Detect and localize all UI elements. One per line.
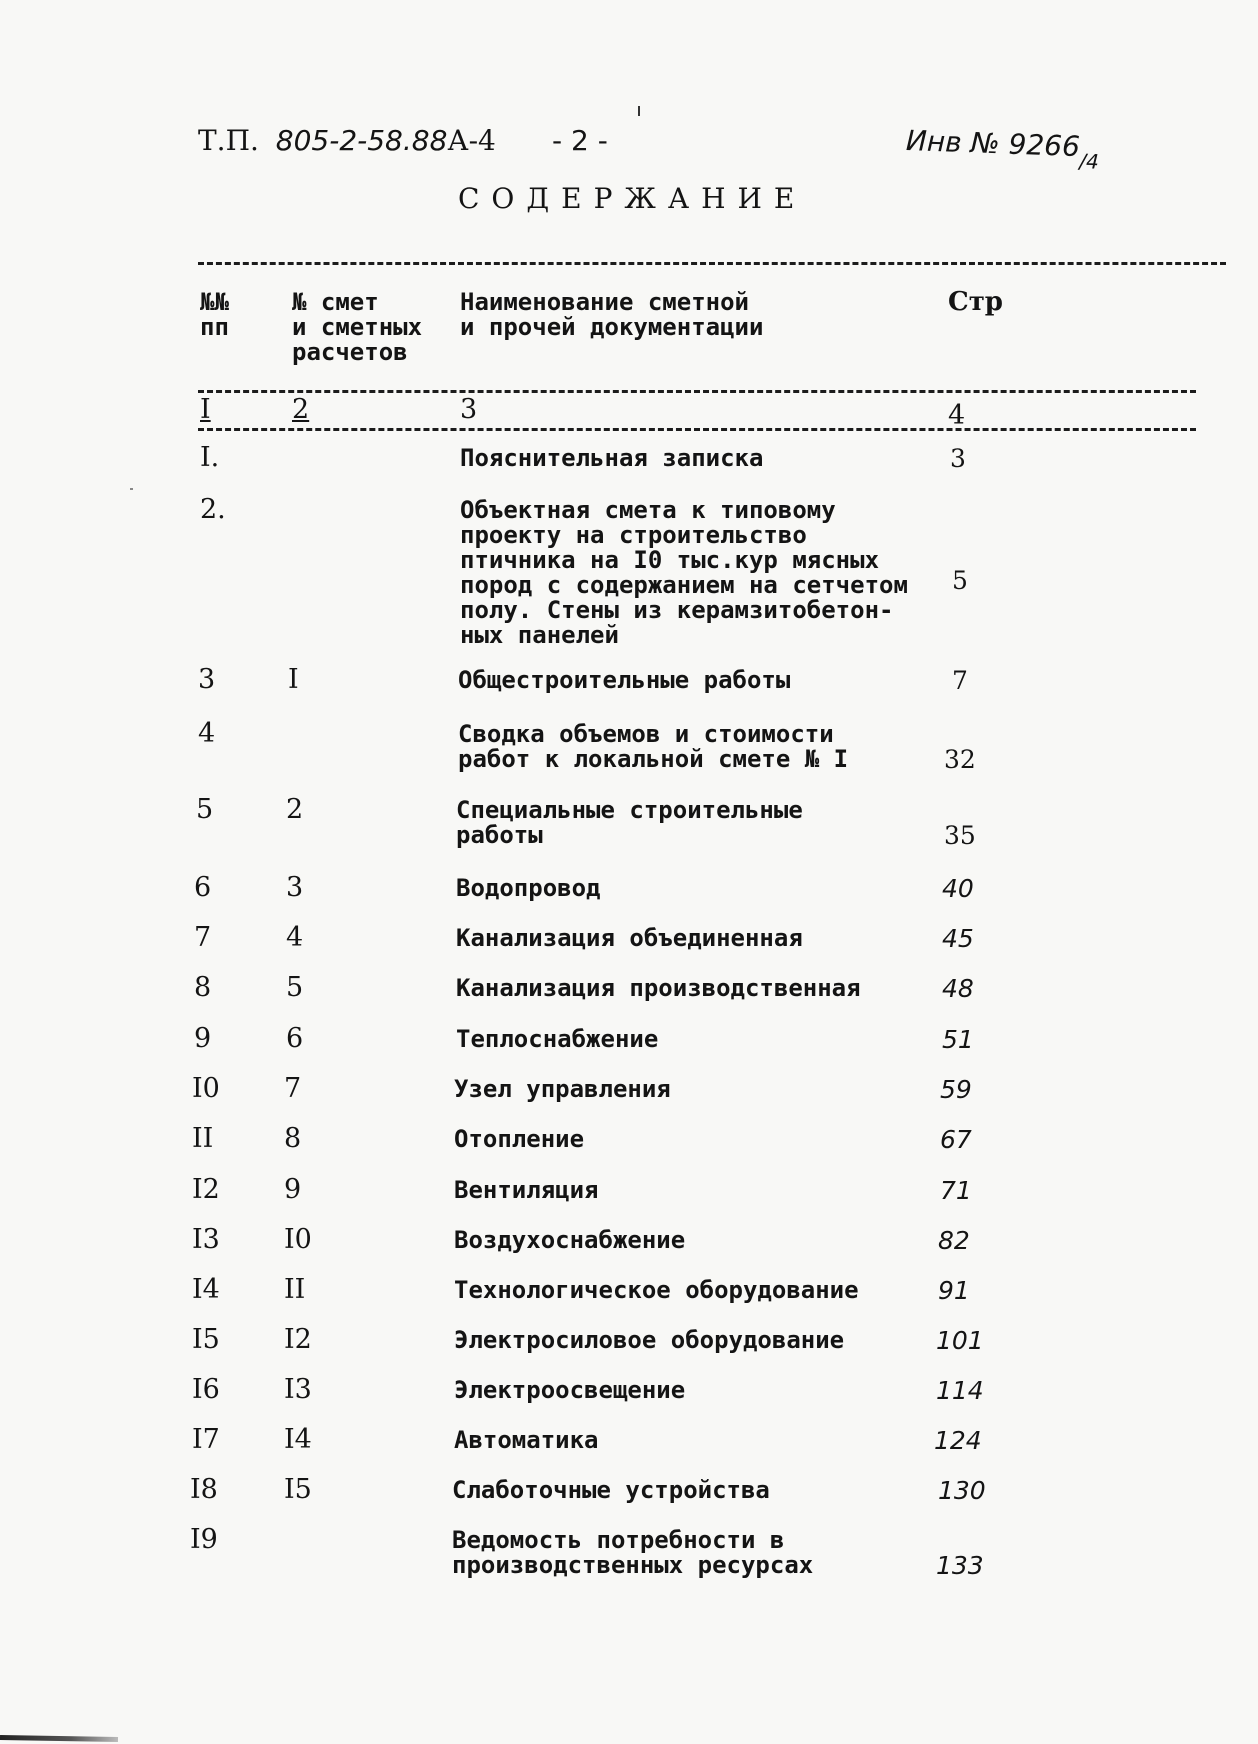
row-name: Узел управления [454,1075,671,1103]
row-number: I4 [192,1274,220,1305]
row-number: I3 [192,1224,220,1255]
column-header-page: Стр [948,287,1003,317]
row-estimate-number: 5 [286,972,304,1003]
inventory-prefix: Инв № [905,124,1001,161]
column-number-2: 2 [292,394,310,425]
column-header-number [200,290,229,340]
row-number: I7 [192,1424,220,1455]
row-number: I8 [190,1474,218,1505]
row-estimate-number: 7 [284,1073,302,1104]
row-estimate-number: I [288,664,299,695]
document-code-prefix: Т.П. [198,124,259,157]
row-page: 130 [938,1476,986,1505]
row-name: Ведомость потребности в производственных ресурсах [452,1526,814,1579]
row-estimate-number: 9 [284,1174,302,1205]
row-page: 51 [942,1025,974,1054]
column-number-1: I [200,394,211,425]
row-estimate-number: II [284,1274,306,1305]
column-header-line: и прочей документации [460,313,764,341]
row-name: Электроосвещение [454,1376,686,1404]
row-page: 133 [936,1551,984,1580]
inventory-number [905,124,1100,174]
row-number: 9 [194,1023,212,1054]
column-numbers-rule [198,428,1196,431]
document-code-number: 805-2-58.88 [275,124,448,157]
row-name: Канализация объединенная [456,924,803,952]
column-header-estimate [292,290,422,365]
inventory-value: 9266 [1008,127,1081,164]
row-estimate-number: 3 [286,872,304,903]
row-page: 3 [950,444,966,473]
scan-edge-mark [0,1735,118,1742]
row-page: 114 [936,1376,984,1405]
row-number: I2 [192,1174,220,1205]
page-number: - 2 - [552,124,608,157]
document-code [198,124,496,157]
row-name: Слаботочные устройства [452,1476,770,1504]
row-name: Пояснительная записка [460,444,764,472]
scan-speck [130,488,133,490]
document-code-suffix: А-4 [447,124,496,157]
row-estimate-number: I0 [284,1224,312,1255]
row-page: 5 [952,566,968,595]
row-number: 7 [194,922,212,953]
column-number-3: 3 [460,394,478,425]
row-number: 8 [194,972,212,1003]
row-number: I0 [192,1073,220,1104]
column-number-4: 4 [948,400,966,431]
page-title: СОДЕРЖАНИЕ [458,182,807,215]
row-page: 40 [942,874,974,903]
row-name: Сводка объемов и стоимости работ к локальной смете № I [458,720,849,773]
row-page: 82 [938,1226,970,1255]
row-number: I. [200,442,220,473]
inventory-suffix: /4 [1078,149,1100,174]
column-header-line: расчетов [292,338,408,366]
row-name: Объектная смета к типовому проекту на строительство птичника на I0 тыс.кур мясных пород с содержанием на сетчетом полу. Стены из керамзитобетон- ных панелей [460,496,908,649]
row-number: 6 [194,872,212,903]
row-page: 32 [944,745,976,774]
table-top-rule [198,262,1226,265]
row-number: 2. [200,494,226,525]
header-bottom-rule [198,390,1196,393]
row-page: 7 [952,666,968,695]
row-number: 5 [196,794,214,825]
row-name: Теплоснабжение [456,1025,659,1053]
scan-mark-top [638,106,640,116]
row-estimate-number: I5 [284,1474,312,1505]
row-number: II [192,1123,214,1154]
row-number: I9 [190,1524,218,1555]
row-name: Специальные строительные работы [456,796,803,849]
row-page: 45 [942,924,974,953]
row-estimate-number: I4 [284,1424,312,1455]
row-page: 35 [944,821,976,850]
row-page: 71 [940,1176,972,1205]
row-estimate-number: I2 [284,1324,312,1355]
row-estimate-number: 4 [286,922,304,953]
column-header-line: Наименование сметной [460,288,749,316]
row-number: I6 [192,1374,220,1405]
column-header-name [460,290,763,340]
row-estimate-number: I3 [284,1374,312,1405]
row-page: 91 [938,1276,970,1305]
row-page: 59 [940,1075,972,1104]
row-name: Автоматика [454,1426,599,1454]
column-header-line: № смет [292,288,379,316]
row-name: Электросиловое оборудование [454,1326,845,1354]
row-name: Водопровод [456,874,601,902]
row-page: 67 [940,1125,972,1154]
row-estimate-number: 8 [284,1123,302,1154]
row-name: Отопление [454,1125,585,1153]
row-name: Воздухоснабжение [454,1226,686,1254]
row-estimate-number: 2 [286,794,304,825]
column-header-line: пп [200,313,229,341]
row-page: 48 [942,974,974,1003]
row-number: 4 [198,718,216,749]
row-page: 101 [936,1326,984,1355]
row-name: Технологическое оборудование [454,1276,859,1304]
row-page: 124 [934,1426,982,1455]
row-number: 3 [198,664,216,695]
row-name: Общестроительные работы [458,666,791,694]
column-header-line: и сметных [292,313,423,341]
row-number: I5 [192,1324,220,1355]
row-estimate-number: 6 [286,1023,304,1054]
row-name: Канализация производственная [456,974,861,1002]
column-header-line: №№ [200,288,229,316]
row-name: Вентиляция [454,1176,599,1204]
